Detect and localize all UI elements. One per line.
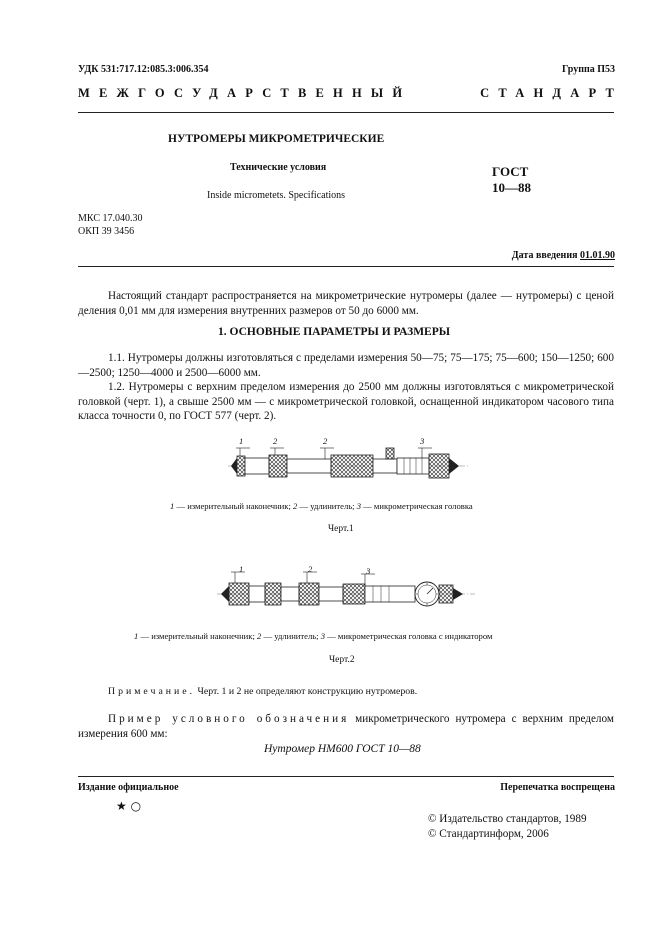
- paragraph-1-1: 1.1. Нутромеры должны изготовляться с пределами измерения 50—75; 75—175; 75—600; 150—1250; 600—2500; 1250—4000 и 2500—6000 мм.: [78, 352, 614, 379]
- figure-1-caption: 1 — измерительный наконечник; 2 — удлинитель; 3 — микрометрическая головка: [170, 501, 473, 511]
- english-title: Inside micrometets. Specifications: [207, 190, 346, 201]
- document-subtitle: Технические условия: [230, 162, 327, 173]
- official-edition: Издание официальное: [78, 782, 179, 793]
- intro-date-label: Дата введения: [511, 250, 578, 261]
- note-text: Черт. 1 и 2 не определяют конструкцию нутромеров.: [195, 686, 418, 697]
- copyright-1: © Издательство стандартов, 1989: [428, 813, 587, 825]
- example-label: Пример условного обозначения: [108, 713, 350, 725]
- fig2-callout-3: 3: [366, 566, 371, 576]
- group-code: Группа П53: [562, 64, 615, 75]
- footer-divider: [78, 776, 614, 777]
- fig1-callout-2b: 2: [323, 436, 328, 446]
- reprint-prohibited: Перепечатка воспрещена: [500, 782, 615, 793]
- date-divider: [78, 266, 614, 267]
- paragraph-1-2: 1.2. Нутромеры с верхним пределом измерения до 2500 мм должны изготовляться с микрометрической головкой (черт. 1), а свыше 2500 мм — с микрометрической головкой, оснащенной индикатором часового типа класса точности 0, по ГОСТ 577 (черт. 2).: [78, 381, 614, 423]
- figure-1-title: Черт.1: [328, 524, 354, 534]
- standard-heading: СТАНДАРТ: [480, 86, 623, 100]
- okp-code: ОКП 39 3456: [78, 226, 135, 237]
- document-title: НУТРОМЕРЫ МИКРОМЕТРИЧЕСКИЕ: [168, 133, 385, 145]
- section-1-heading: 1. ОСНОВНЫЕ ПАРАМЕТРЫ И РАЗМЕРЫ: [218, 326, 451, 338]
- fig1-callout-2a: 2: [273, 436, 278, 446]
- udk-code: УДК 531:717.12:085.3:006.354: [78, 64, 209, 75]
- figure-2-title: Черт.2: [329, 655, 355, 665]
- fig1-callout-1: 1: [239, 436, 244, 446]
- fig1-callout-3: 3: [420, 436, 425, 446]
- figure-1-drawing: [228, 434, 468, 494]
- scope-paragraph: Настоящий стандарт распространяется на микрометрические нутромеры (далее — нутромеры) с ценой деления 0,01 мм для измерения внутренних размеров от 50 до 6000 мм.: [78, 290, 614, 317]
- figure-2-drawing: [217, 564, 475, 624]
- note-label: Примечание.: [108, 686, 196, 697]
- example-paragraph: [78, 712, 614, 741]
- edition-marks: ★ ○: [116, 799, 142, 813]
- header-divider: [78, 112, 614, 113]
- copyright-2: © Стандартинформ, 2006: [428, 828, 549, 840]
- gost-number: 10—88: [492, 180, 531, 195]
- mks-code: МКС 17.040.30: [78, 213, 143, 224]
- example-text: микрометрического нутромера с верхним пределом измерения 600 мм:: [78, 713, 614, 740]
- fig2-callout-2: 2: [308, 564, 313, 574]
- example-designation: Нутромер НМ600 ГОСТ 10—88: [264, 743, 421, 755]
- fig2-callout-1: 1: [239, 564, 244, 574]
- figure-2-caption: 1 — измерительный наконечник; 2 — удлинитель; 3 — микрометрическая головка с индикатором: [134, 631, 493, 641]
- intro-date: [512, 250, 615, 261]
- interstate-heading: МЕЖГОСУДАРСТВЕННЫЙ: [78, 86, 412, 100]
- gost-label: ГОСТ: [492, 164, 529, 179]
- note-line: [108, 686, 417, 697]
- intro-date-value: 01.01.90: [580, 250, 615, 261]
